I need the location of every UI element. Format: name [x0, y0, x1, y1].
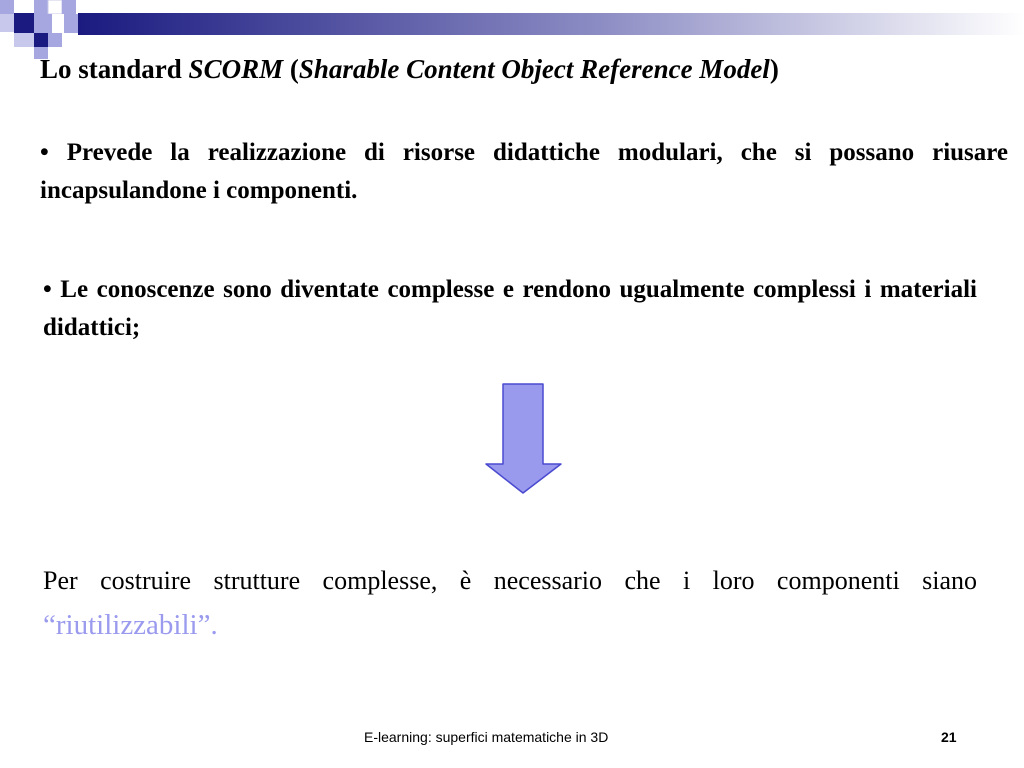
conclusion-highlight: “riutilizzabili”. [43, 609, 218, 641]
title-close-paren: ) [769, 54, 779, 84]
deco-square [34, 0, 48, 14]
title-scorm: SCORM [188, 54, 284, 84]
bullet-marker: • [40, 139, 49, 166]
footer [0, 727, 1024, 749]
bullet-marker: • [43, 276, 52, 303]
deco-square [34, 33, 48, 47]
deco-square [52, 14, 64, 33]
header-decoration [0, 0, 1024, 60]
bullet-text: Prevede la realizzazione di risorse didattiche modulari, che si possano riusare incapsulandone i componenti. [40, 139, 1009, 204]
footer-text: E-learning: superfici matematiche in 3D [364, 729, 609, 745]
title-prefix: Lo standard [40, 54, 189, 84]
bullet-complex-knowledge [43, 271, 977, 347]
down-arrow-icon [484, 382, 564, 496]
slide-title [40, 54, 779, 85]
title-open-paren: ( [283, 54, 299, 84]
page-number: 21 [941, 729, 957, 745]
header-gradient-bar [78, 13, 1024, 35]
conclusion-text [43, 559, 977, 648]
deco-square [0, 0, 14, 14]
title-expansion: Sharable Content Object Reference Model [298, 54, 770, 84]
deco-square [48, 0, 62, 14]
deco-square [34, 14, 52, 33]
deco-square [62, 0, 76, 14]
deco-square [48, 33, 62, 47]
conclusion-body: Per costruire strutture complesse, è necessario che i loro componenti siano [43, 566, 977, 595]
deco-square [14, 33, 34, 47]
deco-square [0, 14, 14, 32]
deco-square [14, 13, 34, 33]
bullet-modular-resources [40, 134, 1008, 210]
bullet-text: Le conoscenze sono diventate complesse e rendono ugualmente complessi i materiali didattici; [43, 276, 977, 341]
deco-square [64, 14, 78, 33]
